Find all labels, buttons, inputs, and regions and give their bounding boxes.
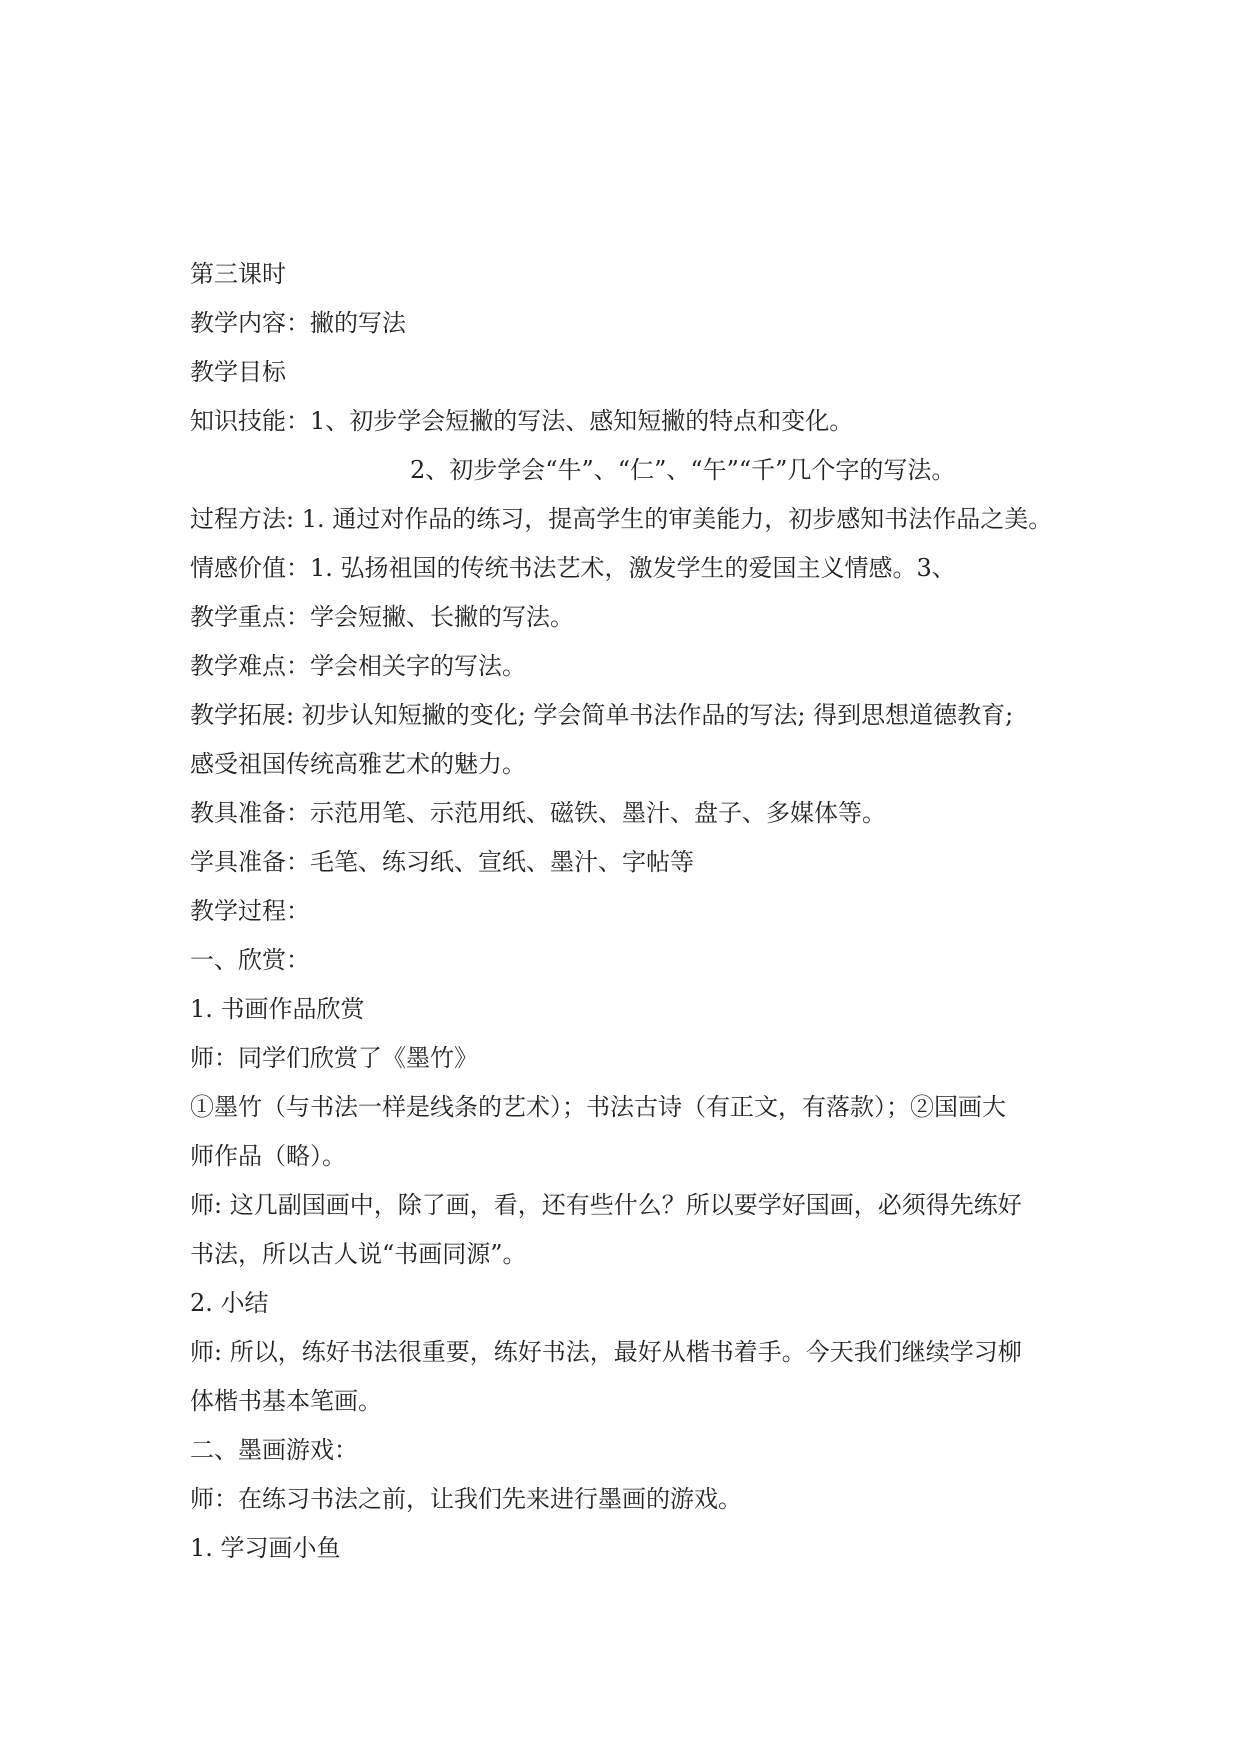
teaching-extension-cont: 感受祖国传统高雅艺术的魅力。: [190, 750, 526, 778]
summary-heading: 2. 小结: [190, 1289, 269, 1317]
teaching-extension: 教学拓展: 初步认知短撇的变化; 学会简单书法作品的写法; 得到思想道德教育;: [190, 701, 1014, 729]
section-appreciation: 一、欣赏：: [190, 946, 310, 974]
works-list-cont: 师作品（略）。: [190, 1142, 346, 1170]
lesson-title: 第三课时: [190, 260, 286, 288]
teacher-line-2: 师: 这几副国画中，除了画，看，还有些什么？所以要学好国画，必须得先练好: [190, 1191, 1022, 1219]
teacher-line-3: 师: 所以，练好书法很重要，练好书法，最好从楷书着手。今天我们继续学习柳: [190, 1338, 1022, 1366]
key-points: 教学重点：学会短撇、长撇的写法。: [190, 603, 574, 631]
emotional-values: 情感价值：1. 弘扬祖国的传统书法艺术，激发学生的爱国主义情感。3、: [190, 554, 956, 582]
difficult-points: 教学难点：学会相关字的写法。: [190, 652, 526, 680]
teacher-line-1: 师：同学们欣赏了《墨竹》: [190, 1044, 478, 1072]
teaching-goals-heading: 教学目标: [190, 358, 286, 386]
appreciation-item-1: 1. 书画作品欣赏: [190, 995, 365, 1023]
student-materials: 学具准备：毛笔、练习纸、宣纸、墨汁、字帖等: [190, 848, 694, 876]
teacher-line-4: 师：在练习书法之前，让我们先来进行墨画的游戏。: [190, 1485, 742, 1513]
teaching-content: 教学内容：撇的写法: [190, 309, 406, 337]
section-ink-game: 二、墨画游戏：: [190, 1436, 358, 1464]
teaching-process-heading: 教学过程：: [190, 897, 310, 925]
teacher-line-3-cont: 体楷书基本笔画。: [190, 1387, 382, 1415]
knowledge-skills-item-2: 2、初步学会“牛”、“仁”、“午”“千”几个字的写法。: [410, 456, 956, 484]
process-method: 过程方法: 1. 通过对作品的练习，提高学生的审美能力，初步感知书法作品之美。: [190, 505, 1053, 533]
works-list: ①墨竹（与书法一样是线条的艺术）；书法古诗（有正文，有落款）；②国画大: [190, 1093, 1006, 1121]
teacher-line-2-cont: 书法，所以古人说“书画同源”。: [190, 1240, 527, 1268]
knowledge-skills: 知识技能：1、初步学会短撇的写法、感知短撇的特点和变化。: [190, 407, 854, 435]
ink-game-item-1: 1. 学习画小鱼: [190, 1534, 341, 1562]
document-body: [190, 257, 1080, 1580]
teacher-materials: 教具准备：示范用笔、示范用纸、磁铁、墨汁、盘子、多媒体等。: [190, 799, 886, 827]
